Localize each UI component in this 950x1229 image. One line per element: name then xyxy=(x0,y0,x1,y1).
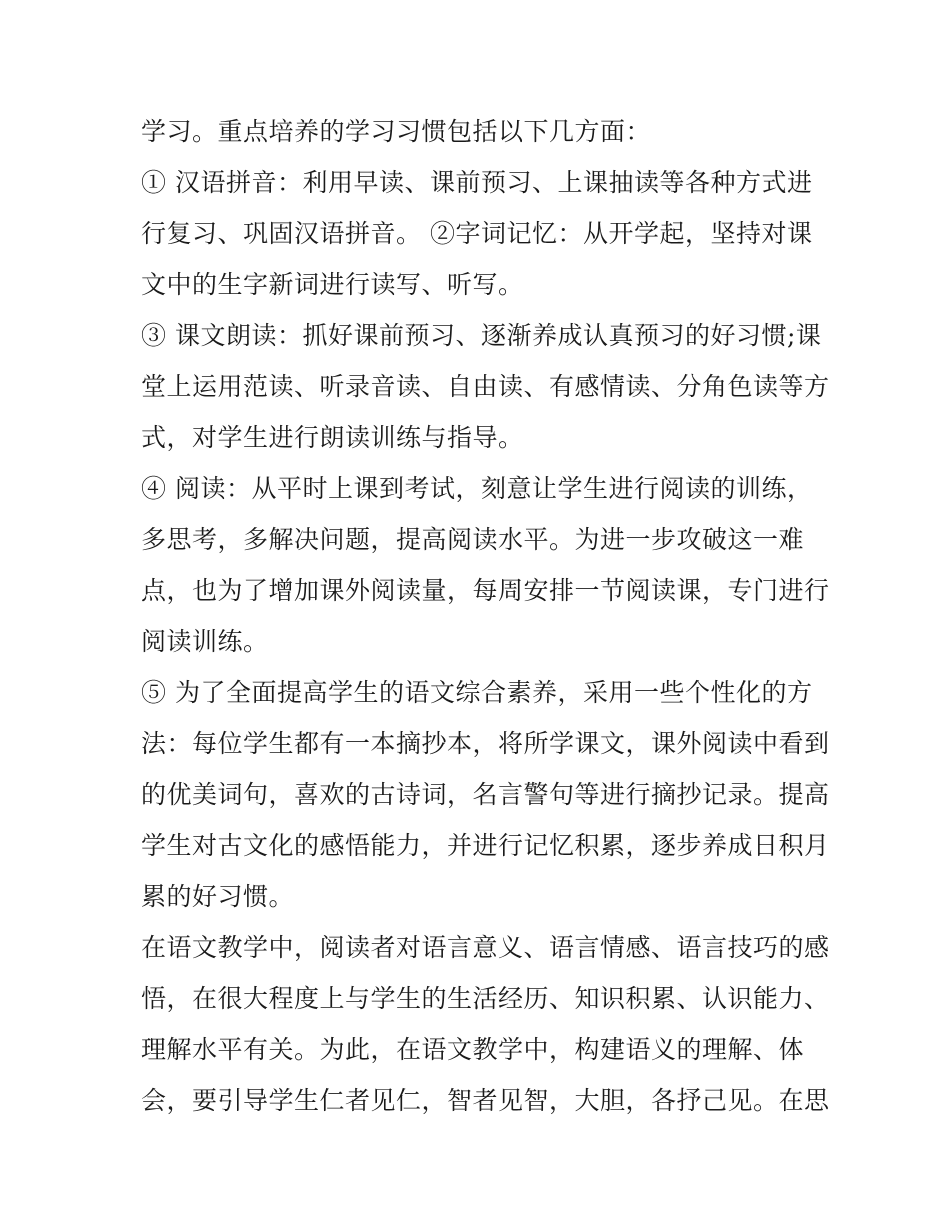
text-line: 点，也为了增加课外阅读量，每周安排一节阅读课，专门进行 xyxy=(141,576,830,605)
text-line: 悟，在很大程度上与学生的生活经历、知识积累、认识能力、 xyxy=(141,984,830,1013)
paragraph-excerpt-notebook xyxy=(141,667,830,922)
paragraph-intro xyxy=(141,106,821,157)
text-line: 堂上运用范读、听录音读、自由读、有感情读、分角色读等方 xyxy=(141,372,830,401)
paragraph-teaching xyxy=(141,922,830,1126)
text-line: ① 汉语拼音：利用早读、课前预习、上课抽读等各种方式进 xyxy=(141,168,813,197)
text-line: ③ 课文朗读：抓好课前预习、逐渐养成认真预习的好习惯;课 xyxy=(141,321,822,350)
text-line: 理解水平有关。为此，在语文教学中，构建语义的理解、体 xyxy=(141,1035,805,1064)
text-line: 在语文教学中，阅读者对语言意义、语言情感、语言技巧的感 xyxy=(141,933,830,962)
text-line: 阅读训练。 xyxy=(141,627,269,656)
text-line: 学习。重点培养的学习习惯包括以下几方面： xyxy=(141,117,652,146)
paragraph-reading-aloud xyxy=(141,310,830,463)
text-line: 式，对学生进行朗读训练与指导。 xyxy=(141,423,524,452)
text-line: 文中的生字新词进行读写、听写。 xyxy=(141,270,524,299)
text-line: 会，要引导学生仁者见仁，智者见智，大胆，各抒己见。在思 xyxy=(141,1086,830,1115)
paragraph-pinyin xyxy=(141,157,821,310)
text-line: 行复习、巩固汉语拼音。 ②字词记忆：从开学起，坚持对课 xyxy=(141,219,813,248)
text-line: 法：每位学生都有一本摘抄本，将所学课文，课外阅读中看到 xyxy=(141,729,830,758)
text-line: 多思考，多解决问题，提高阅读水平。为进一步攻破这一难 xyxy=(141,525,805,554)
text-line: 学生对古文化的感悟能力，并进行记忆积累，逐步养成日积月 xyxy=(141,831,830,860)
text-line: ⑤ 为了全面提高学生的语文综合素养，采用一些个性化的方 xyxy=(141,678,813,707)
document-page xyxy=(141,106,830,1126)
text-line: ④ 阅读：从平时上课到考试，刻意让学生进行阅读的训练， xyxy=(141,474,813,503)
text-line: 的优美词句，喜欢的古诗词，名言警句等进行摘抄记录。提高 xyxy=(141,780,830,809)
text-line: 累的好习惯。 xyxy=(141,882,295,911)
paragraph-reading xyxy=(141,463,830,667)
